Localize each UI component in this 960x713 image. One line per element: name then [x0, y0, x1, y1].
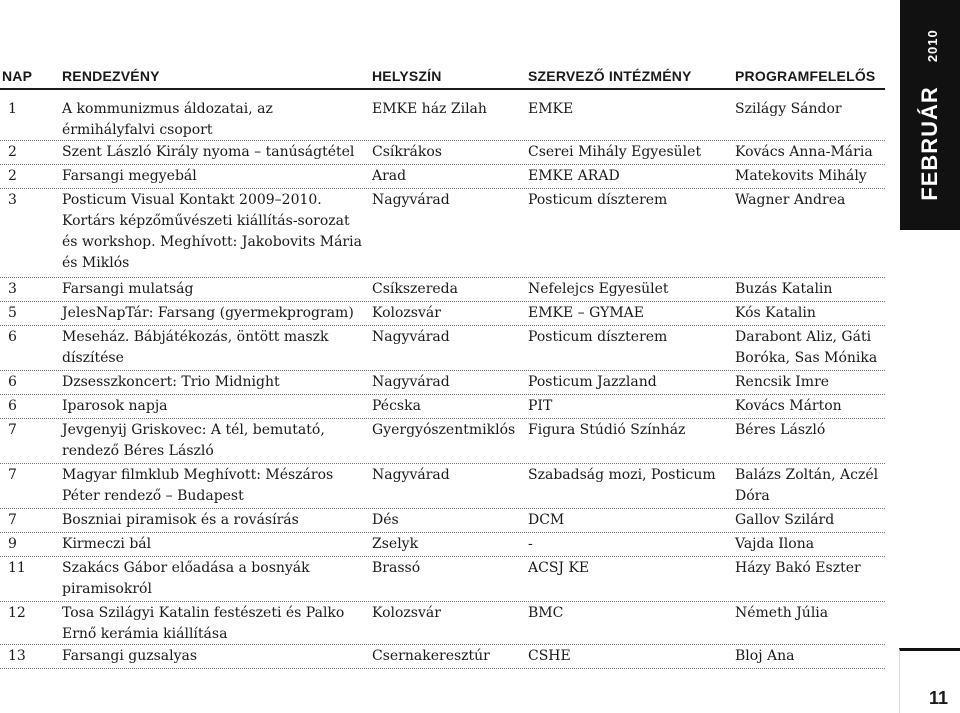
cell-programfelelos: Matekovits Mihály — [735, 168, 867, 184]
cell-helyszin: Pécska — [372, 398, 421, 414]
cell-rendezveny: Iparosok napja — [62, 398, 168, 414]
cell-rendezveny: Szent László Király nyoma – tanúságtétel — [62, 144, 355, 160]
cell-szervezo: Posticum díszterem — [528, 192, 668, 208]
cell-szervezo: Szabadság mozi, Posticum — [528, 467, 716, 483]
cell-programfelelos: Balázs Zoltán, Aczél Dóra — [735, 467, 879, 504]
cell-programfelelos: Házy Bakó Eszter — [735, 560, 861, 576]
table-row — [0, 557, 885, 602]
cell-nap: 6 — [8, 398, 17, 414]
table-row — [0, 419, 885, 464]
table-header — [0, 64, 885, 90]
cell-szervezo: EMKE — [528, 101, 574, 117]
cell-nap: 2 — [8, 144, 17, 160]
cell-rendezveny: Boszniai piramisok és a rovásírás — [62, 512, 299, 528]
event-table — [0, 98, 885, 669]
month-label: FEBRUÁR — [917, 86, 942, 201]
cell-helyszin: Nagyvárad — [372, 329, 450, 345]
cell-helyszin: Nagyvárad — [372, 192, 450, 208]
table-row — [0, 189, 885, 278]
cell-helyszin: Arad — [372, 168, 407, 184]
cell-programfelelos: Kovács Márton — [735, 398, 842, 414]
cell-helyszin: Nagyvárad — [372, 374, 450, 390]
cell-nap: 6 — [8, 329, 17, 345]
cell-szervezo: BMC — [528, 605, 564, 621]
cell-nap: 7 — [8, 422, 17, 438]
cell-rendezveny: Kirmeczi bál — [62, 536, 152, 552]
cell-nap: 12 — [8, 605, 26, 621]
table-row — [0, 395, 885, 419]
cell-helyszin: Nagyvárad — [372, 467, 450, 483]
cell-helyszin: Csernakeresztúr — [372, 648, 490, 664]
cell-programfelelos: Wagner Andrea — [735, 192, 846, 208]
table-row — [0, 645, 885, 669]
table-row — [0, 98, 885, 141]
cell-nap: 6 — [8, 374, 17, 390]
cell-programfelelos: Kovács Anna-Mária — [735, 144, 873, 160]
cell-szervezo: ACSJ KE — [528, 560, 590, 576]
cell-nap: 7 — [8, 512, 17, 528]
cell-szervezo: EMKE ARAD — [528, 168, 620, 184]
cell-szervezo: EMKE – GYMAE — [528, 305, 644, 321]
cell-rendezveny: Farsangi megyebál — [62, 168, 197, 184]
year-label: 2010 — [925, 29, 940, 63]
cell-nap: 11 — [8, 560, 26, 576]
cell-szervezo: - — [528, 536, 533, 552]
table-row — [0, 302, 885, 326]
cell-szervezo: PIT — [528, 398, 553, 414]
table-row — [0, 464, 885, 509]
page-number-box — [899, 648, 960, 713]
cell-rendezveny: Jevgenyij Griskovec: A tél, bemutató, rendező Béres László — [62, 422, 325, 459]
cell-rendezveny: Magyar filmklub Meghívott: Mészáros Péter rendező – Budapest — [62, 467, 334, 504]
cell-programfelelos: Németh Júlia — [735, 605, 829, 621]
table-row — [0, 602, 885, 645]
cell-szervezo: CSHE — [528, 648, 571, 664]
cell-helyszin: EMKE ház Zilah — [372, 101, 487, 117]
cell-helyszin: Gyergyószentmiklós — [372, 422, 516, 438]
table-row — [0, 326, 885, 371]
cell-nap: 9 — [8, 536, 17, 552]
table-row — [0, 509, 885, 533]
table-row — [0, 141, 885, 165]
cell-szervezo: Posticum Jazzland — [528, 374, 657, 390]
page-number: 11 — [928, 688, 948, 708]
cell-rendezveny: Dzsesszkoncert: Trio Midnight — [62, 374, 280, 390]
cell-rendezveny: Farsangi guzsalyas — [62, 648, 198, 664]
header-nap: NAP — [2, 68, 33, 84]
cell-szervezo: DCM — [528, 512, 565, 528]
cell-rendezveny: Szakács Gábor előadása a bosnyák piramisokról — [62, 560, 310, 597]
cell-helyszin: Dés — [372, 512, 399, 528]
cell-rendezveny: Farsangi mulatság — [62, 281, 194, 297]
cell-nap: 3 — [8, 281, 17, 297]
table-row — [0, 533, 885, 557]
cell-rendezveny: Meseház. Bábjátékozás, öntött maszk díszítése — [62, 329, 329, 366]
cell-szervezo: Posticum díszterem — [528, 329, 668, 345]
header-rendezveny: RENDEZVÉNY — [62, 68, 160, 84]
cell-nap: 2 — [8, 168, 17, 184]
cell-nap: 3 — [8, 192, 17, 208]
cell-helyszin: Brassó — [372, 560, 421, 576]
table-row — [0, 278, 885, 302]
cell-nap: 1 — [8, 101, 17, 117]
cell-szervezo: Cserei Mihály Egyesület — [528, 144, 702, 160]
cell-programfelelos: Bloj Ana — [735, 648, 795, 664]
cell-helyszin: Kolozsvár — [372, 605, 441, 621]
cell-nap: 13 — [8, 648, 26, 664]
cell-programfelelos: Buzás Katalin — [735, 281, 833, 297]
month-side-tab — [900, 0, 960, 230]
header-programfelelos: PROGRAMFELELŐS — [735, 68, 876, 84]
cell-programfelelos: Darabont Aliz, Gáti Boróka, Sas Mónika — [735, 329, 878, 366]
cell-rendezveny: Posticum Visual Kontakt 2009–2010. Kortárs képzőművészeti kiállítás-sorozat és workshop. Meghívott: Jakobovits Mária és Miklós — [62, 192, 362, 271]
cell-helyszin: Zselyk — [372, 536, 419, 552]
cell-helyszin: Csíkrákos — [372, 144, 442, 160]
table-row — [0, 165, 885, 189]
table-row — [0, 371, 885, 395]
cell-rendezveny: A kommunizmus áldozatai, az érmihályfalvi csoport — [62, 101, 273, 138]
cell-nap: 7 — [8, 467, 17, 483]
cell-programfelelos: Béres László — [735, 422, 826, 438]
cell-szervezo: Nefelejcs Egyesület — [528, 281, 669, 297]
cell-nap: 5 — [8, 305, 17, 321]
cell-programfelelos: Kós Katalin — [735, 305, 816, 321]
cell-programfelelos: Szilágy Sándor — [735, 101, 842, 117]
header-helyszin: HELYSZÍN — [372, 68, 442, 84]
cell-rendezveny: JelesNapTár: Farsang (gyermekprogram) — [62, 305, 354, 321]
cell-programfelelos: Vajda Ilona — [735, 536, 815, 552]
cell-szervezo: Figura Stúdió Színház — [528, 422, 686, 438]
cell-programfelelos: Gallov Szilárd — [735, 512, 835, 528]
header-szervezo: SZERVEZŐ INTÉZMÉNY — [528, 68, 692, 84]
cell-helyszin: Kolozsvár — [372, 305, 441, 321]
cell-helyszin: Csíkszereda — [372, 281, 458, 297]
cell-rendezveny: Tosa Szilágyi Katalin festészeti és Palko Ernő kerámia kiállítása — [62, 605, 345, 642]
cell-programfelelos: Rencsik Imre — [735, 374, 830, 390]
